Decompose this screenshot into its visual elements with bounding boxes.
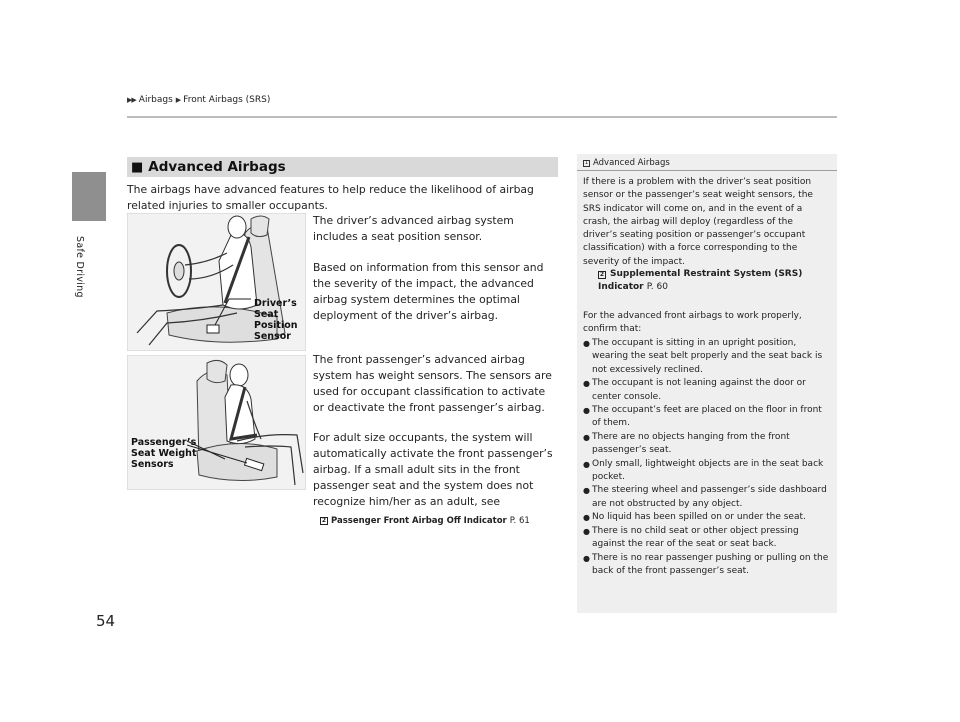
list-item: ● The occupant’s feet are placed on the floor in front of them. — [583, 404, 829, 431]
page-number: 54 — [96, 612, 116, 630]
driver-sensor-callout: Driver’s Seat Position Sensor — [254, 298, 298, 342]
list-item: ● The occupant is sitting in an upright position, wearing the seat belt properly and the seat back is not excessively reclined. — [583, 337, 829, 377]
list-item: ● The occupant is not leaning against the door or center console. — [583, 377, 829, 404]
list-item: ● No liquid has been spilled on or under the seat. — [583, 511, 829, 524]
adult-occupant-paragraph: For adult size occupants, the system will automatically activate the front passenger’s airbag. If a small adult sits in the front passenger seat and the system does not recognize him/her as an adult, see — [313, 431, 553, 508]
breadcrumb-separator-icon: ▶ — [175, 96, 181, 104]
sidebar-heading-title: Advanced Airbags — [593, 158, 670, 168]
list-item: ● There is no rear passenger pushing or pulling on the back of the front passenger’s seat. — [583, 552, 829, 579]
intro-paragraph: The airbags have advanced features to help reduce the likelihood of airbag related injuries to smaller occupants. — [127, 183, 534, 212]
requirements-list — [583, 337, 829, 578]
header-divider — [127, 116, 837, 118]
driver-deployment-paragraph: Based on information from this sensor and the severity of the impact, the advanced airbag system determines the optimal deployment of the driver’s airbag. — [313, 261, 544, 322]
passenger-sensor-callout: Passenger’s Seat Weight Sensors — [131, 437, 197, 470]
cross-reference-icon: 2 — [321, 517, 327, 524]
section-title: Advanced Airbags — [148, 159, 286, 175]
chapter-tab — [72, 172, 106, 221]
xref-title[interactable]: Passenger Front Airbag Off Indicator — [331, 516, 507, 526]
list-item: ● Only small, lightweight objects are in the seat back pocket. — [583, 458, 829, 485]
breadcrumb-current: Front Airbags (SRS) — [183, 95, 271, 105]
xref-page: P. 61 — [509, 516, 530, 526]
sidebar-confirm-paragraph: For the advanced front airbags to work properly, confirm that: — [583, 311, 802, 335]
sidebar-heading-divider — [577, 170, 837, 171]
section-marker-icon: ■ — [131, 159, 144, 175]
passenger-airbag-off-link[interactable] — [320, 516, 530, 526]
srs-indicator-link[interactable] — [598, 268, 818, 294]
breadcrumb-parent[interactable]: Airbags — [138, 95, 173, 105]
breadcrumb-arrow-icon: ▶▶ — [127, 96, 136, 104]
note-icon: 1 — [584, 159, 589, 166]
sidebar-heading — [583, 158, 831, 168]
section-heading — [127, 157, 558, 177]
passenger-system-paragraph: The front passenger’s advanced airbag system has weight sensors. The sensors are used for occupant classification to activate or deactivate the front passenger’s airbag. — [313, 353, 552, 414]
driver-system-paragraph: The driver’s advanced airbag system includes a seat position sensor. — [313, 214, 514, 243]
cross-reference-icon: 2 — [599, 271, 605, 278]
list-item: ● There is no child seat or other object pressing against the rear of the seat or seat back. — [583, 525, 829, 552]
breadcrumb — [127, 95, 270, 105]
list-item: ● There are no objects hanging from the front passenger’s seat. — [583, 431, 829, 458]
srs-indicator-link-title[interactable]: Supplemental Restraint System (SRS) Indicator — [598, 269, 803, 292]
srs-indicator-link-page: P. 60 — [646, 282, 668, 292]
sidebar-srs-paragraph: If there is a problem with the driver’s seat position sensor or the passenger’s seat weight sensors, the SRS indicator will come on, and in the event of a crash, the airbag will deploy (regardless of the driver’s seating position or passenger’s occupant classification) with a force corresponding to the severity of the impact. — [583, 177, 813, 267]
chapter-label: Safe Driving — [74, 236, 85, 298]
list-item: ● The steering wheel and passenger’s side dashboard are not obstructed by any object. — [583, 484, 829, 511]
